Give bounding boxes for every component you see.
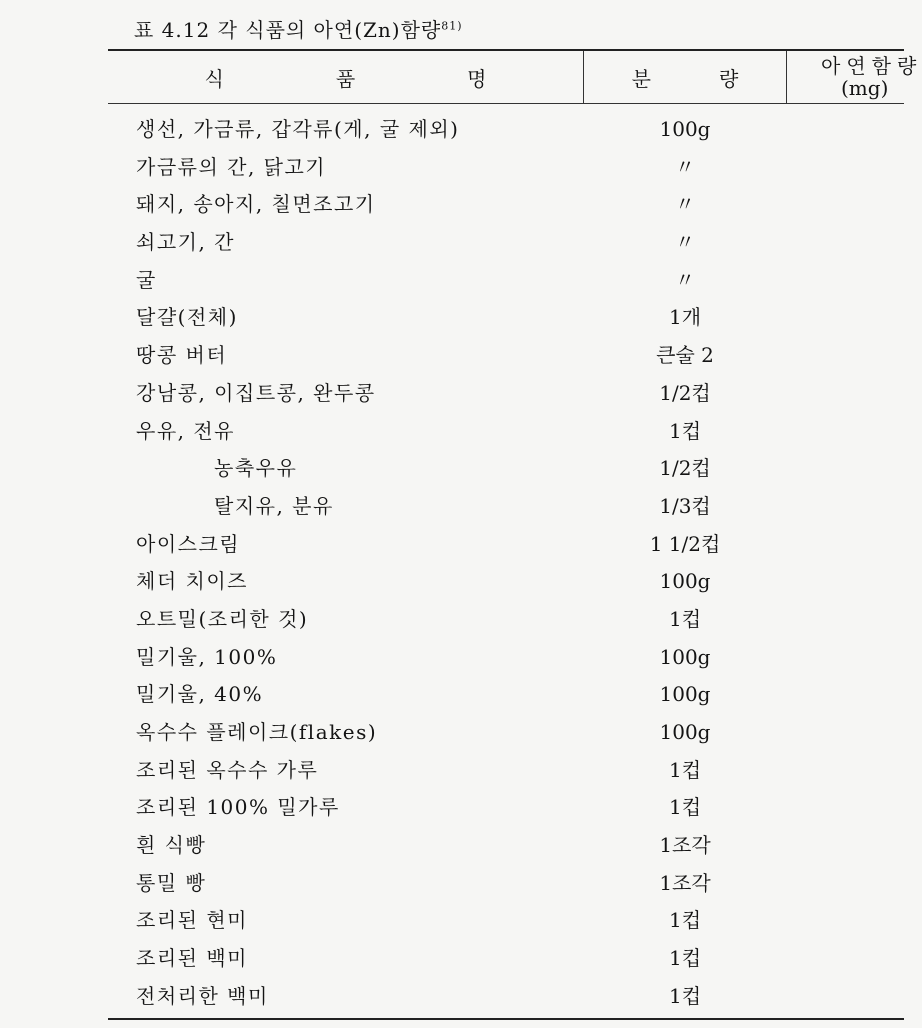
table-row	[0, 903, 904, 941]
quantity-cell: 1조각	[659, 870, 711, 895]
food-name-cell: 옥수수 플레이크(flakes)	[136, 720, 378, 744]
food-name-cell: 농축우유	[214, 456, 298, 481]
food-name-cell: 생선, 가금류, 갑각류(게, 굴 제외)	[136, 117, 460, 141]
food-name-cell: 달걀(전체)	[136, 305, 238, 330]
quantity-cell: 〃	[675, 267, 695, 292]
table-row	[0, 979, 904, 1017]
table-row	[0, 150, 904, 188]
caption-text: 표 4.12 각 식품의 아연(Zn)함량	[134, 18, 442, 42]
quantity-cell: 1컵	[668, 418, 702, 443]
header-zinc-label: 아연함량	[821, 54, 922, 78]
food-name-cell: 조리된 100% 밀가루	[136, 795, 340, 820]
quantity-cell: 100g	[659, 720, 711, 744]
table-row	[0, 187, 904, 225]
header-zinc-content	[787, 51, 922, 103]
table-row	[0, 225, 904, 263]
table-row	[0, 564, 904, 602]
quantity-cell: 〃	[675, 192, 695, 217]
food-name-cell: 밀기울, 40%	[136, 682, 264, 707]
food-name-cell: 쇠고기, 간	[136, 230, 235, 255]
food-name-cell: 조리된 옥수수 가루	[136, 757, 319, 782]
table-row	[0, 300, 904, 338]
table-row	[0, 112, 904, 150]
table-bottom-rule	[108, 1018, 904, 1020]
food-name-cell: 오트밀(조리한 것)	[136, 606, 309, 631]
food-name-cell: 아이스크림	[136, 531, 241, 556]
header-food-name	[108, 51, 583, 103]
table-row	[0, 489, 904, 527]
food-name-cell: 돼지, 송아지, 칠면조고기	[136, 192, 376, 217]
table-row	[0, 828, 904, 866]
food-name-cell: 우유, 전유	[136, 418, 235, 443]
table-body	[0, 112, 904, 1017]
header-zinc-unit: (mg)	[841, 76, 889, 100]
food-name-cell: 체더 치이즈	[136, 569, 248, 594]
quantity-cell: 100g	[659, 682, 711, 707]
food-name-cell: 조리된 백미	[136, 946, 248, 971]
table-row	[0, 866, 904, 904]
quantity-cell: 〃	[675, 154, 695, 179]
table-row	[0, 753, 904, 791]
food-name-cell: 탈지유, 분유	[214, 493, 334, 518]
header-quantity-char-2: 량	[719, 66, 739, 91]
quantity-cell: 100g	[659, 569, 711, 594]
quantity-cell: 1/2컵	[659, 380, 711, 405]
table-row	[0, 715, 904, 753]
quantity-cell: 1컵	[668, 757, 702, 782]
food-name-cell: 땅콩 버터	[136, 343, 228, 368]
quantity-cell: 1개	[668, 305, 702, 330]
caption-reference: 81)	[441, 19, 463, 33]
table-row	[0, 602, 904, 640]
food-name-cell: 전처리한 백미	[136, 983, 269, 1008]
food-name-cell: 통밀 빵	[136, 870, 207, 895]
food-name-cell: 밀기울, 100%	[136, 644, 278, 669]
header-food-char-2: 품	[335, 66, 356, 91]
quantity-cell: 1컵	[668, 908, 702, 933]
header-quantity	[584, 51, 786, 103]
header-bottom-rule	[108, 103, 904, 104]
quantity-cell: 1컵	[668, 946, 702, 971]
table-caption	[134, 14, 463, 43]
header-food-char-3: 명	[467, 66, 487, 91]
header-food-char-1: 식	[204, 66, 224, 91]
quantity-cell: 1 1/2컵	[649, 531, 721, 556]
quantity-cell: 100g	[659, 644, 711, 669]
food-name-cell: 조리된 현미	[136, 908, 248, 933]
table-row	[0, 451, 904, 489]
table-row	[0, 414, 904, 452]
table-row	[0, 376, 904, 414]
quantity-cell: 1컵	[668, 983, 702, 1008]
quantity-cell: 1/3컵	[659, 493, 711, 518]
table-row	[0, 790, 904, 828]
quantity-cell: 100g	[659, 117, 711, 141]
food-name-cell: 굴	[136, 267, 157, 292]
quantity-cell: 큰술 2	[656, 343, 714, 368]
header-quantity-char-1: 분	[631, 66, 651, 91]
food-name-cell: 가금류의 간, 닭고기	[136, 154, 327, 179]
table-row	[0, 941, 904, 979]
table-row	[0, 677, 904, 715]
food-name-cell: 흰 식빵	[136, 833, 207, 858]
quantity-cell: 1컵	[668, 795, 702, 820]
table-row	[0, 263, 904, 301]
quantity-cell: 〃	[675, 230, 695, 255]
table-row	[0, 640, 904, 678]
table-row	[0, 338, 904, 376]
food-name-cell: 강남콩, 이집트콩, 완두콩	[136, 380, 376, 405]
quantity-cell: 1/2컵	[659, 456, 711, 481]
table-row	[0, 527, 904, 565]
quantity-cell: 1조각	[659, 833, 711, 858]
quantity-cell: 1컵	[668, 606, 702, 631]
